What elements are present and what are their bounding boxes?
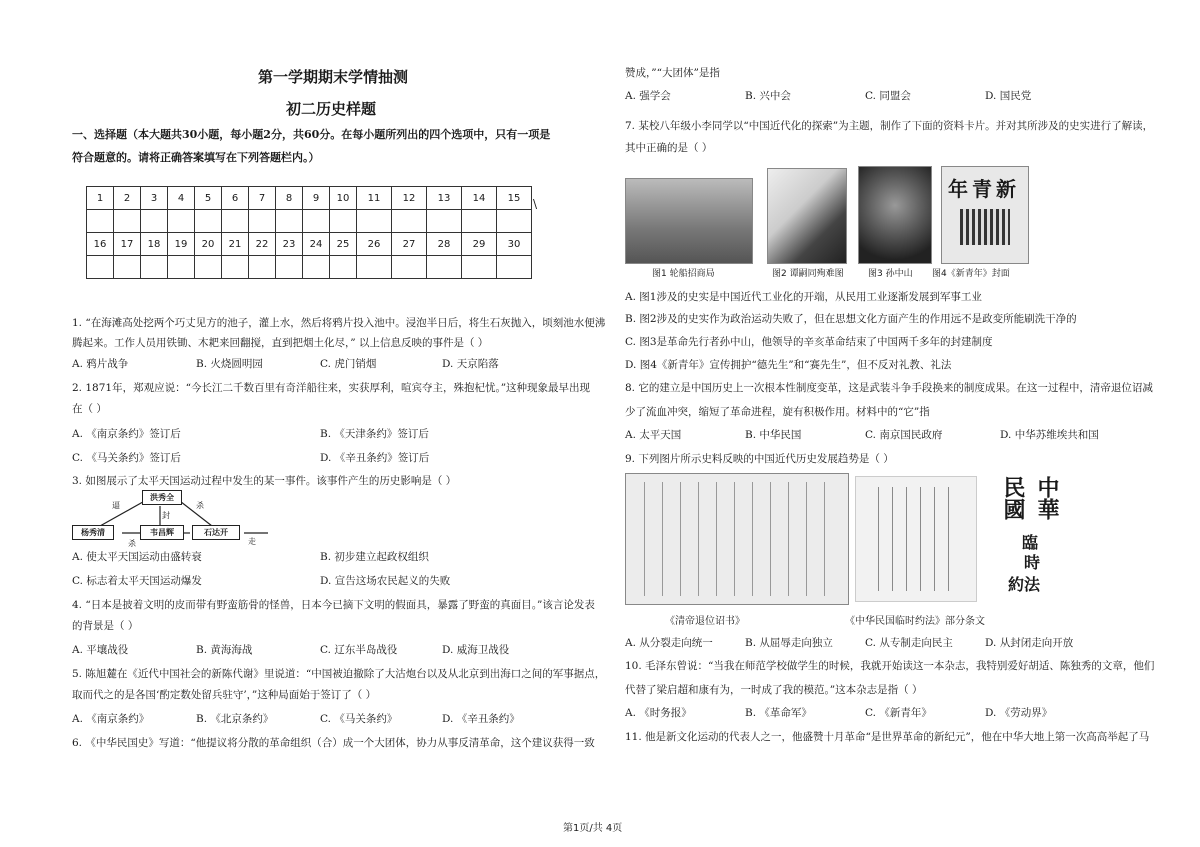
q9-option-d: D. 从封闭走向开放 bbox=[985, 637, 1074, 649]
q2-option-d: D. 《辛丑条约》签订后 bbox=[320, 452, 430, 464]
answer-number-cell: 25 bbox=[330, 233, 357, 256]
q9-calligraphy-title bbox=[994, 476, 1064, 600]
q4-option-d: D. 威海卫战役 bbox=[442, 644, 510, 656]
q3-stem: 3. 如图展示了太平天国运动过程中发生的某一事件。该事件产生的历史影响是（ ） bbox=[72, 475, 457, 487]
q8-option-a: A. 太平天国 bbox=[625, 429, 682, 441]
constitution-script-lines bbox=[870, 487, 962, 591]
answer-number-cell: 12 bbox=[392, 187, 427, 210]
answer-number-cell: 3 bbox=[141, 187, 168, 210]
q1-option-b: B. 火烧圆明园 bbox=[196, 358, 263, 370]
q4-stem-2: 的背景是（ ） bbox=[72, 620, 139, 632]
answer-cell[interactable] bbox=[462, 256, 497, 279]
answer-number-cell: 15 bbox=[497, 187, 532, 210]
q9-abdication-edict-image bbox=[625, 473, 849, 605]
q6-option-b: B. 兴中会 bbox=[745, 90, 791, 102]
q8-option-b: B. 中华民国 bbox=[745, 429, 802, 441]
diagram-label-3: 杀 bbox=[196, 501, 204, 510]
q7-caption-4: 图4《新青年》封面 bbox=[932, 269, 1010, 279]
calligraphy-char-1: 中華 bbox=[1034, 476, 1060, 520]
answer-number-cell: 29 bbox=[462, 233, 497, 256]
answer-cell[interactable] bbox=[330, 210, 357, 233]
q1-option-d: D. 天京陷落 bbox=[442, 358, 499, 370]
answer-cell[interactable] bbox=[249, 210, 276, 233]
q7-fig2-illustration bbox=[767, 168, 847, 264]
answer-number-cell: 4 bbox=[168, 187, 195, 210]
q2-stem-1: 2. 1871年，郑观应说：“今长江二千数百里有奇洋船往来，实获厚利，喧宾夺主，殊抱杞忧。”这种现象最早出现 bbox=[72, 382, 591, 394]
q10-stem-1: 10. 毛泽东曾说：“当我在师范学校做学生的时候，我就开始读这一本杂志，我特别爱好胡适、陈独秀的文章，他们 bbox=[625, 660, 1155, 672]
q1-stem-2: 腾起来。工作人员用铁锄、木耙来回翻搅，直到把烟土化尽，” 以上信息反映的事件是（ ） bbox=[72, 337, 489, 349]
answer-cell[interactable] bbox=[276, 256, 303, 279]
answer-cell[interactable] bbox=[195, 210, 222, 233]
calligraphy-char-4: 時 bbox=[1024, 553, 1041, 572]
q1-option-a: A. 鸦片战争 bbox=[72, 358, 129, 370]
answer-cell[interactable] bbox=[462, 210, 497, 233]
answer-cell[interactable] bbox=[249, 256, 276, 279]
answer-number-cell: 6 bbox=[222, 187, 249, 210]
answer-number-cell: 7 bbox=[249, 187, 276, 210]
answer-cell[interactable] bbox=[357, 210, 392, 233]
q9-stem: 9. 下列图片所示史料反映的中国近代历史发展趋势是（ ） bbox=[625, 453, 894, 465]
q7-fig3-portrait bbox=[858, 166, 932, 264]
q9-option-c: C. 从专制走向民主 bbox=[865, 637, 953, 649]
diagram-node-left: 杨秀清 bbox=[72, 525, 114, 540]
answer-number-cell: 1 bbox=[87, 187, 114, 210]
answer-cell[interactable] bbox=[222, 256, 249, 279]
calligraphy-char-2: 民國 bbox=[1000, 476, 1026, 520]
fig4-title-text: 年青新 bbox=[948, 177, 1020, 201]
q7-fig4-magazine-cover bbox=[941, 166, 1029, 264]
answer-cell[interactable] bbox=[392, 210, 427, 233]
answer-number-cell: 9 bbox=[303, 187, 330, 210]
q2-option-c: C. 《马关条约》签订后 bbox=[72, 452, 181, 464]
diagram-label-5: 走 bbox=[248, 537, 256, 546]
q3-option-d: D. 宣告这场农民起义的失败 bbox=[320, 575, 451, 587]
answer-number-cell: 30 bbox=[497, 233, 532, 256]
section-heading-cont: 符合题意的。请将正确答案填写在下列答题栏内。） bbox=[72, 151, 320, 164]
answer-cell[interactable] bbox=[114, 210, 141, 233]
q10-option-b: B. 《革命军》 bbox=[745, 707, 812, 719]
q6-option-c: C. 同盟会 bbox=[865, 90, 911, 102]
answer-number-cell: 10 bbox=[330, 187, 357, 210]
q5-stem-2: 取而代之的是各国‘酌定数处留兵驻守’，”这种局面始于签订了（ ） bbox=[72, 689, 377, 701]
q10-option-a: A. 《时务报》 bbox=[625, 707, 692, 719]
diagram-label-1: 逼 bbox=[112, 501, 120, 510]
q9-constitution-text-image bbox=[855, 476, 977, 602]
q2-stem-2: 在（ ） bbox=[72, 403, 107, 415]
q5-option-a: A. 《南京条约》 bbox=[72, 713, 150, 725]
diagram-label-2: 封 bbox=[162, 511, 170, 520]
q5-option-b: B. 《北京条约》 bbox=[196, 713, 274, 725]
diagram-node-mid: 韦昌辉 bbox=[140, 525, 184, 540]
q5-option-c: C. 《马关条约》 bbox=[320, 713, 398, 725]
q3-option-c: C. 标志着太平天国运动爆发 bbox=[72, 575, 202, 587]
answer-number-cell: 27 bbox=[392, 233, 427, 256]
answer-cell[interactable] bbox=[303, 256, 330, 279]
q3-option-b: B. 初步建立起政权组织 bbox=[320, 551, 429, 563]
answer-cell[interactable] bbox=[303, 210, 330, 233]
answer-cell[interactable] bbox=[497, 210, 532, 233]
answer-number-cell: 18 bbox=[141, 233, 168, 256]
q8-option-c: C. 南京国民政府 bbox=[865, 429, 943, 441]
q8-option-d: D. 中华苏维埃共和国 bbox=[1000, 429, 1099, 441]
q2-option-b: B. 《天津条约》签订后 bbox=[320, 428, 429, 440]
q7-caption-3: 图3 孙中山 bbox=[868, 269, 913, 279]
q9-option-a: A. 从分裂走向统一 bbox=[625, 637, 713, 649]
q8-stem-1: 8. 它的建立是中国历史上一次根本性制度变革，这是武装斗争手段换来的制度成果。在这一过程中，清帝退位诏减 bbox=[625, 382, 1153, 394]
answer-number-cell: 20 bbox=[195, 233, 222, 256]
answer-number-cell: 19 bbox=[168, 233, 195, 256]
answer-cell[interactable] bbox=[141, 256, 168, 279]
stray-mark: \ bbox=[533, 197, 538, 211]
answer-number-cell: 5 bbox=[195, 187, 222, 210]
q5-option-d: D. 《辛丑条约》 bbox=[442, 713, 520, 725]
answer-number-cell: 16 bbox=[87, 233, 114, 256]
q10-stem-2: 代替了梁启超和康有为，一时成了我的模范。”这本杂志是指（ ） bbox=[625, 684, 923, 696]
q5-stem-1: 5. 陈旭麓在《近代中国社会的新陈代谢》里说道：“中国被迫撤除了大沽炮台以及从北京到出海口之间的军事据点， bbox=[72, 668, 606, 680]
answer-number-cell: 24 bbox=[303, 233, 330, 256]
answer-cell[interactable] bbox=[141, 210, 168, 233]
answer-cell[interactable] bbox=[87, 210, 114, 233]
answer-cell[interactable] bbox=[427, 210, 462, 233]
answer-number-cell: 2 bbox=[114, 187, 141, 210]
q7-caption-2: 图2 谭嗣同殉难图 bbox=[772, 269, 844, 279]
q11-stem: 11. 他是新文化运动的代表人之一，他盛赞十月革命“是世界革命的新纪元”，他在中华大地上第一次高高举起了马 bbox=[625, 731, 1150, 743]
answer-number-cell: 14 bbox=[462, 187, 497, 210]
answer-cell[interactable] bbox=[168, 210, 195, 233]
q1-option-c: C. 虎门销烟 bbox=[320, 358, 377, 370]
answer-number-cell: 8 bbox=[276, 187, 303, 210]
answer-grid bbox=[86, 186, 532, 279]
answer-cell[interactable] bbox=[276, 210, 303, 233]
diagram-label-4: 杀 bbox=[128, 539, 136, 548]
answer-number-cell: 11 bbox=[357, 187, 392, 210]
q7-option-d: D. 图4《新青年》宣传拥护“德先生”和“赛先生”，但不反对礼教、礼法 bbox=[625, 359, 952, 371]
q10-option-d: D. 《劳动界》 bbox=[985, 707, 1053, 719]
q2-option-a: A. 《南京条约》签订后 bbox=[72, 428, 181, 440]
q6-option-d: D. 国民党 bbox=[985, 90, 1032, 102]
fig4-cover-graphic bbox=[960, 209, 1010, 245]
answer-cell[interactable] bbox=[497, 256, 532, 279]
answer-cell[interactable] bbox=[427, 256, 462, 279]
answer-cell[interactable] bbox=[195, 256, 222, 279]
q1-stem-1: 1. “在海滩高处挖两个巧丈见方的池子，灌上水，然后将鸦片投入池中。浸泡半日后，将生石灰抛入，顷刻池水便沸 bbox=[72, 317, 606, 329]
q8-stem-2: 少了流血冲突，缩短了革命进程，旋有积极作用。材料中的“它”指 bbox=[625, 406, 930, 418]
q6-option-a: A. 强学会 bbox=[625, 90, 671, 102]
q4-option-c: C. 辽东半岛战役 bbox=[320, 644, 398, 656]
answer-number-cell: 28 bbox=[427, 233, 462, 256]
answer-cell[interactable] bbox=[114, 256, 141, 279]
q4-option-a: A. 平壤战役 bbox=[72, 644, 129, 656]
q3-option-a: A. 使太平天国运动由盛转衰 bbox=[72, 551, 202, 563]
answer-number-cell: 22 bbox=[249, 233, 276, 256]
q7-stem-2: 其中正确的是（ ） bbox=[625, 142, 713, 154]
answer-cell[interactable] bbox=[87, 256, 114, 279]
q7-option-b: B. 图2涉及的史实作为政治运动失败了，但在思想文化方面产生的作用远不是政变所能刷洗干净的 bbox=[625, 313, 1077, 325]
calligraphy-char-3: 臨 bbox=[1022, 533, 1039, 552]
answer-cell[interactable] bbox=[357, 256, 392, 279]
q6-stem-1: 6. 《中华民国史》写道：“他提议将分散的革命组织（合）成一个大团体，协力从事反清革命，这个建议获得一致 bbox=[72, 737, 595, 749]
diagram-node-top: 洪秀全 bbox=[142, 490, 182, 505]
q4-option-b: B. 黄海海战 bbox=[196, 644, 253, 656]
q7-stem-1: 7. 某校八年级小李同学以“中国近代化的探索”为主题，制作了下面的资料卡片。并对其所涉及的史实进行了解读， bbox=[625, 120, 1154, 132]
q7-fig1-building-photo bbox=[625, 178, 753, 264]
answer-cell[interactable] bbox=[222, 210, 249, 233]
q9-caption-1: 《清帝退位诏书》 bbox=[665, 616, 745, 627]
answer-cell[interactable] bbox=[168, 256, 195, 279]
answer-number-cell: 26 bbox=[357, 233, 392, 256]
diagram-node-right: 石达开 bbox=[192, 525, 240, 540]
calligraphy-char-5: 約法 bbox=[1008, 575, 1041, 594]
q9-option-b: B. 从屈辱走向独立 bbox=[745, 637, 833, 649]
answer-cell[interactable] bbox=[330, 256, 357, 279]
page-footer: 第1页/共 4页 bbox=[563, 823, 623, 834]
answer-number-cell: 17 bbox=[114, 233, 141, 256]
q6-stem-2: 赞成，”“大团体”是指 bbox=[625, 67, 720, 79]
q4-stem-1: 4. “日本是披着文明的皮而带有野蛮筋骨的怪兽，日本今已摘下文明的假面具，暴露了野蛮的真面目。”该言论发表 bbox=[72, 599, 595, 611]
answer-cell[interactable] bbox=[392, 256, 427, 279]
edict-script-lines bbox=[634, 482, 840, 596]
exam-subtitle: 初二历史样题 bbox=[286, 100, 377, 118]
answer-number-cell: 21 bbox=[222, 233, 249, 256]
q7-caption-1: 图1 轮船招商局 bbox=[652, 269, 715, 279]
section-heading: 一、选择题（本大题共30小题，每小题2分，共60分。在每小题所列出的四个选项中，只有一项是 bbox=[72, 128, 551, 141]
q10-option-c: C. 《新青年》 bbox=[865, 707, 932, 719]
q7-option-c: C. 图3是革命先行者孙中山，他领导的辛亥革命结束了中国两千多年的封建制度 bbox=[625, 336, 993, 348]
q9-caption-2: 《中华民国临时约法》部分条文 bbox=[845, 616, 985, 627]
answer-number-cell: 13 bbox=[427, 187, 462, 210]
q7-option-a: A. 图1涉及的史实是中国近代工业化的开端，从民用工业逐渐发展到军事工业 bbox=[625, 291, 982, 303]
answer-number-cell: 23 bbox=[276, 233, 303, 256]
exam-title: 第一学期期末学情抽测 bbox=[258, 68, 409, 86]
